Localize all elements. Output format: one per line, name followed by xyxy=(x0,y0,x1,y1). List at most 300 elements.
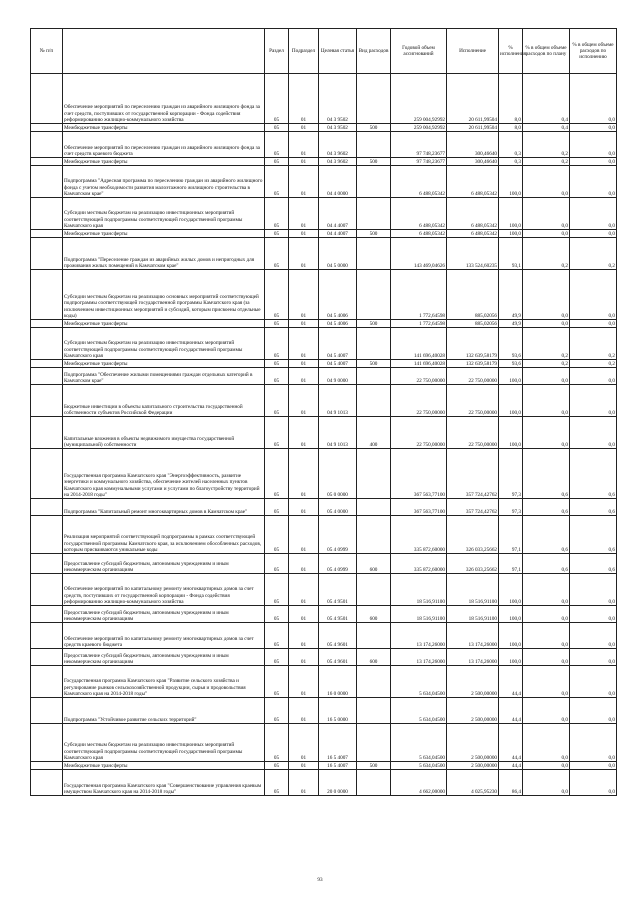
cell-number xyxy=(31,124,63,132)
cell-annual-volume: 367 563,77100 xyxy=(391,499,447,516)
cell-razdel: 05 xyxy=(265,158,289,166)
cell-execution: 300,46640 xyxy=(447,132,499,158)
header-expense-type: Вид расходов xyxy=(357,29,391,74)
cell-execution: 18 516,91100 xyxy=(447,606,499,623)
cell-execution-pct: 100,0 xyxy=(499,230,523,238)
cell-annual-volume: 6 488,05342 xyxy=(391,166,447,198)
cell-pct-plan: 0,0 xyxy=(523,698,570,724)
cell-execution-pct: 49,9 xyxy=(499,270,523,320)
cell-expense-type: 600 xyxy=(357,649,391,666)
cell-execution-pct: 100,0 xyxy=(499,198,523,230)
table-row xyxy=(31,74,617,124)
cell-podrazdel: 01 xyxy=(289,328,319,360)
cell-razdel: 05 xyxy=(265,132,289,158)
table-row xyxy=(31,449,617,499)
cell-pct-plan: 0,0 xyxy=(523,270,570,320)
cell-podrazdel: 01 xyxy=(289,230,319,238)
cell-expense-type xyxy=(357,574,391,606)
cell-pct-execution: 0,0 xyxy=(570,417,617,449)
cell-name: Межбюджетные трансферты xyxy=(63,320,265,328)
cell-razdel: 05 xyxy=(265,762,289,770)
table-row xyxy=(31,554,617,574)
cell-number xyxy=(31,238,63,270)
cell-pct-plan: 0,0 xyxy=(523,320,570,328)
cell-name: Государственная программа Камчатского края "Развитие сельского хозяйства и регулирование рынков сельскохозяйственной продукции, сырья и продовольствия Камчатского края на 2014-2018 годы" xyxy=(63,666,265,698)
cell-execution: 13 174,26000 xyxy=(447,623,499,649)
header-razdel: Раздел xyxy=(265,29,289,74)
cell-target-article: 16 0 0000 xyxy=(319,666,357,698)
cell-execution-pct: 100,0 xyxy=(499,166,523,198)
cell-pct-plan: 0,2 xyxy=(523,132,570,158)
cell-target-article: 16 5 4007 xyxy=(319,762,357,770)
cell-podrazdel: 01 xyxy=(289,449,319,499)
cell-podrazdel: 01 xyxy=(289,649,319,666)
cell-razdel: 05 xyxy=(265,368,289,385)
cell-podrazdel: 01 xyxy=(289,360,319,368)
cell-podrazdel: 01 xyxy=(289,385,319,417)
cell-expense-type xyxy=(357,385,391,417)
cell-number xyxy=(31,770,63,796)
cell-pct-plan: 0,2 xyxy=(523,360,570,368)
cell-expense-type: 500 xyxy=(357,124,391,132)
cell-number xyxy=(31,320,63,328)
cell-number xyxy=(31,132,63,158)
cell-annual-volume: 22 750,00000 xyxy=(391,385,447,417)
cell-podrazdel: 01 xyxy=(289,270,319,320)
cell-execution-pct: 100,0 xyxy=(499,385,523,417)
cell-execution: 326 033,25662 xyxy=(447,516,499,554)
cell-name: Межбюджетные трансферты xyxy=(63,762,265,770)
cell-target-article: 04 4 4007 xyxy=(319,198,357,230)
cell-execution-pct: 100,0 xyxy=(499,417,523,449)
cell-execution: 300,46640 xyxy=(447,158,499,166)
cell-execution: 2 500,00000 xyxy=(447,698,499,724)
cell-expense-type xyxy=(357,770,391,796)
cell-razdel: 05 xyxy=(265,198,289,230)
cell-number xyxy=(31,499,63,516)
cell-expense-type xyxy=(357,270,391,320)
cell-name: Бюджетные инвестиции в объекты капитального строительства государственной собственности субъектов Российской Федерации xyxy=(63,385,265,417)
cell-razdel: 05 xyxy=(265,230,289,238)
cell-podrazdel: 01 xyxy=(289,499,319,516)
cell-expense-type xyxy=(357,516,391,554)
cell-execution: 22 750,00000 xyxy=(447,417,499,449)
cell-execution-pct: 93,1 xyxy=(499,238,523,270)
cell-expense-type xyxy=(357,623,391,649)
cell-annual-volume: 367 563,77100 xyxy=(391,449,447,499)
cell-name: Государственная программа Камчатского края "Энергоэффективность, развитие энергетики и коммунального хозяйства, обеспечение жителей населенных пунктов Камчатского края коммунальными услугами и услугами по благоустройству территорий на 2014-2018 годы" xyxy=(63,449,265,499)
cell-expense-type xyxy=(357,724,391,762)
cell-razdel: 05 xyxy=(265,606,289,623)
cell-podrazdel: 01 xyxy=(289,74,319,124)
cell-execution-pct: 100,0 xyxy=(499,368,523,385)
cell-target-article: 16 5 0000 xyxy=(319,698,357,724)
cell-execution: 6 488,05342 xyxy=(447,230,499,238)
cell-razdel: 05 xyxy=(265,554,289,574)
cell-target-article: 05 4 9601 xyxy=(319,623,357,649)
cell-name: Предоставление субсидий бюджетным, автономным учреждениям и иным некоммерческим организациям xyxy=(63,554,265,574)
cell-razdel: 05 xyxy=(265,320,289,328)
table-row xyxy=(31,666,617,698)
cell-pct-execution: 0,0 xyxy=(570,158,617,166)
cell-annual-volume: 143 469,04626 xyxy=(391,238,447,270)
cell-name: Обеспечение мероприятий по капитальному ремонту многоквартирных домов за счет средств краевого бюджета xyxy=(63,623,265,649)
cell-razdel: 05 xyxy=(265,270,289,320)
cell-pct-execution: 0,0 xyxy=(570,198,617,230)
cell-number xyxy=(31,166,63,198)
table-row xyxy=(31,499,617,516)
cell-pct-plan: 0,0 xyxy=(523,198,570,230)
cell-pct-execution: 0,6 xyxy=(570,449,617,499)
cell-pct-execution: 0,0 xyxy=(570,124,617,132)
cell-pct-plan: 0,2 xyxy=(523,158,570,166)
cell-razdel: 05 xyxy=(265,385,289,417)
cell-number xyxy=(31,328,63,360)
cell-pct-execution: 0,0 xyxy=(570,762,617,770)
cell-target-article: 05 4 0999 xyxy=(319,516,357,554)
cell-name: Подпрограмма "Устойчивое развитие сельских территорий" xyxy=(63,698,265,724)
cell-number xyxy=(31,649,63,666)
cell-annual-volume: 97 748,23677 xyxy=(391,132,447,158)
cell-name: Предоставление субсидий бюджетным, автономным учреждениям и иным некоммерческим организациям xyxy=(63,649,265,666)
cell-number xyxy=(31,623,63,649)
cell-annual-volume: 22 750,00000 xyxy=(391,417,447,449)
cell-podrazdel: 01 xyxy=(289,238,319,270)
table-row xyxy=(31,368,617,385)
cell-execution-pct: 100,0 xyxy=(499,623,523,649)
cell-execution-pct: 97,3 xyxy=(499,449,523,499)
cell-razdel: 05 xyxy=(265,623,289,649)
cell-razdel: 05 xyxy=(265,724,289,762)
cell-number xyxy=(31,385,63,417)
cell-execution: 133 524,60235 xyxy=(447,238,499,270)
cell-podrazdel: 01 xyxy=(289,724,319,762)
table-row xyxy=(31,770,617,796)
cell-execution-pct: 100,0 xyxy=(499,649,523,666)
cell-number xyxy=(31,762,63,770)
cell-execution-pct: 44,4 xyxy=(499,724,523,762)
cell-number xyxy=(31,516,63,554)
cell-pct-execution: 0,0 xyxy=(570,230,617,238)
cell-name: Реализация мероприятий соответствующей подпрограммы в рамках соответствующей государственной программы Камчатского края, за исключением обособленных расходов, которым присваиваются уникальные коды xyxy=(63,516,265,554)
cell-execution: 13 174,26000 xyxy=(447,649,499,666)
cell-podrazdel: 01 xyxy=(289,124,319,132)
cell-podrazdel: 01 xyxy=(289,198,319,230)
cell-number xyxy=(31,368,63,385)
cell-pct-plan: 0,4 xyxy=(523,74,570,124)
cell-annual-volume: 259 004,92992 xyxy=(391,74,447,124)
cell-target-article: 04 9 1013 xyxy=(319,417,357,449)
cell-execution-pct: 100,0 xyxy=(499,574,523,606)
header-execution: Исполнение xyxy=(447,29,499,74)
cell-pct-plan: 0,0 xyxy=(523,230,570,238)
cell-number xyxy=(31,230,63,238)
cell-execution-pct: 100,0 xyxy=(499,606,523,623)
cell-pct-plan: 0,6 xyxy=(523,516,570,554)
cell-pct-execution: 0,0 xyxy=(570,574,617,606)
cell-execution: 20 611,99504 xyxy=(447,74,499,124)
cell-pct-execution: 0,0 xyxy=(570,698,617,724)
table-row xyxy=(31,649,617,666)
cell-pct-plan: 0,0 xyxy=(523,606,570,623)
cell-execution: 357 724,42762 xyxy=(447,449,499,499)
cell-number xyxy=(31,666,63,698)
cell-target-article: 05 0 0000 xyxy=(319,449,357,499)
table-row xyxy=(31,574,617,606)
header-podrazdel: Подраздел xyxy=(289,29,319,74)
cell-annual-volume: 13 174,26000 xyxy=(391,649,447,666)
cell-pct-execution: 0,0 xyxy=(570,649,617,666)
cell-expense-type xyxy=(357,368,391,385)
cell-annual-volume: 1 772,64598 xyxy=(391,270,447,320)
cell-name: Обеспечение мероприятий по капитальному ремонту многоквартирных домов за счет средств, поступивших от государственной корпорации - Фонда содействия реформированию жилищно-коммунального хозяйства xyxy=(63,574,265,606)
cell-name: Подпрограмма "Обеспечение жилыми помещениями граждан отдельных категорий в Камчатском крае" xyxy=(63,368,265,385)
cell-pct-plan: 0,0 xyxy=(523,574,570,606)
cell-name: Субсидии местным бюджетам на реализацию инвестиционных мероприятий соответствующей подпрограммы соответствующей государственной программы Камчатского края xyxy=(63,198,265,230)
cell-pct-plan: 0,6 xyxy=(523,499,570,516)
cell-target-article: 04 5 4007 xyxy=(319,328,357,360)
cell-pct-execution: 0,2 xyxy=(570,328,617,360)
cell-pct-plan: 0,4 xyxy=(523,124,570,132)
cell-execution: 132 639,58179 xyxy=(447,360,499,368)
cell-annual-volume: 5 634,04500 xyxy=(391,724,447,762)
cell-pct-plan: 0,0 xyxy=(523,166,570,198)
cell-name: Подпрограмма "Переселение граждан из аварийных жилых домов и непригодных для проживания жилых помещений в Камчатском крае" xyxy=(63,238,265,270)
cell-pct-execution: 0,0 xyxy=(570,385,617,417)
cell-podrazdel: 01 xyxy=(289,320,319,328)
cell-annual-volume: 141 696,40028 xyxy=(391,360,447,368)
cell-name: Субсидии местным бюджетам на реализацию инвестиционных мероприятий соответствующей подпрограммы соответствующей государственной программы Камчатского края xyxy=(63,724,265,762)
cell-expense-type xyxy=(357,198,391,230)
cell-number xyxy=(31,606,63,623)
table-header-row xyxy=(31,29,617,74)
cell-execution-pct: 86,4 xyxy=(499,770,523,796)
cell-pct-plan: 0,2 xyxy=(523,328,570,360)
cell-razdel: 05 xyxy=(265,499,289,516)
cell-execution-pct: 44,4 xyxy=(499,762,523,770)
cell-execution: 6 488,05342 xyxy=(447,166,499,198)
cell-number xyxy=(31,74,63,124)
cell-razdel: 05 xyxy=(265,649,289,666)
cell-razdel: 05 xyxy=(265,360,289,368)
cell-podrazdel: 01 xyxy=(289,554,319,574)
cell-execution-pct: 97,3 xyxy=(499,499,523,516)
cell-pct-plan: 0,6 xyxy=(523,554,570,574)
cell-pct-execution: 0,0 xyxy=(570,320,617,328)
table-row xyxy=(31,385,617,417)
table-row xyxy=(31,198,617,230)
cell-pct-execution: 0,2 xyxy=(570,360,617,368)
cell-execution-pct: 8,0 xyxy=(499,124,523,132)
cell-annual-volume: 1 772,64598 xyxy=(391,320,447,328)
cell-execution-pct: 44,4 xyxy=(499,666,523,698)
cell-name: Обеспечение мероприятий по переселению граждан из аварийного жилищного фонда за счет средств, поступивших от государственной корпорации - Фонда содействия реформированию жилищно-коммунального хозяйства xyxy=(63,74,265,124)
cell-expense-type xyxy=(357,698,391,724)
cell-execution: 357 724,42762 xyxy=(447,499,499,516)
table-row xyxy=(31,623,617,649)
cell-name: Государственная программа Камчатского края "Совершенствование управления краевым имуществом Камчатского края на 2014-2018 годы" xyxy=(63,770,265,796)
cell-podrazdel: 01 xyxy=(289,132,319,158)
cell-target-article: 04 5 4007 xyxy=(319,360,357,368)
cell-execution: 22 750,00000 xyxy=(447,368,499,385)
cell-razdel: 05 xyxy=(265,328,289,360)
cell-annual-volume: 22 750,00000 xyxy=(391,368,447,385)
cell-expense-type xyxy=(357,74,391,124)
cell-name: Межбюджетные трансферты xyxy=(63,360,265,368)
cell-annual-volume: 141 696,40028 xyxy=(391,328,447,360)
cell-name: Капитальные вложения в объекты недвижимого имущества государственной (муниципальной) собственности xyxy=(63,417,265,449)
cell-annual-volume: 6 488,05342 xyxy=(391,198,447,230)
cell-pct-execution: 0,0 xyxy=(570,666,617,698)
cell-annual-volume: 4 662,00000 xyxy=(391,770,447,796)
cell-pct-execution: 0,0 xyxy=(570,623,617,649)
cell-execution-pct: 97,1 xyxy=(499,554,523,574)
cell-number xyxy=(31,158,63,166)
table-row xyxy=(31,698,617,724)
cell-execution: 885,02056 xyxy=(447,270,499,320)
table-row xyxy=(31,124,617,132)
cell-expense-type xyxy=(357,666,391,698)
cell-annual-volume: 335 872,60000 xyxy=(391,516,447,554)
cell-pct-plan: 0,6 xyxy=(523,449,570,499)
cell-target-article: 04 3 9602 xyxy=(319,132,357,158)
cell-pct-plan: 0,0 xyxy=(523,724,570,762)
cell-pct-execution: 0,0 xyxy=(570,166,617,198)
cell-expense-type: 500 xyxy=(357,230,391,238)
cell-podrazdel: 01 xyxy=(289,368,319,385)
cell-pct-execution: 0,0 xyxy=(570,270,617,320)
cell-annual-volume: 5 634,04500 xyxy=(391,762,447,770)
table-body xyxy=(31,74,617,796)
header-annual-volume: Годовой объем ассигнований xyxy=(391,29,447,74)
budget-execution-table xyxy=(30,28,617,796)
cell-annual-volume: 97 748,23677 xyxy=(391,158,447,166)
cell-razdel: 05 xyxy=(265,574,289,606)
cell-expense-type xyxy=(357,499,391,516)
cell-name: Межбюджетные трансферты xyxy=(63,124,265,132)
table-row xyxy=(31,132,617,158)
cell-number xyxy=(31,417,63,449)
cell-target-article: 04 3 9502 xyxy=(319,74,357,124)
cell-execution-pct: 97,1 xyxy=(499,516,523,554)
cell-target-article: 20 0 0000 xyxy=(319,770,357,796)
cell-pct-execution: 0,0 xyxy=(570,74,617,124)
cell-pct-plan: 0,0 xyxy=(523,666,570,698)
cell-target-article: 05 4 9501 xyxy=(319,574,357,606)
cell-podrazdel: 01 xyxy=(289,606,319,623)
cell-pct-execution: 0,0 xyxy=(570,132,617,158)
cell-execution: 2 500,00000 xyxy=(447,762,499,770)
cell-annual-volume: 335 872,60000 xyxy=(391,554,447,574)
cell-razdel: 05 xyxy=(265,417,289,449)
cell-target-article: 04 4 0000 xyxy=(319,166,357,198)
page-number: 93 xyxy=(317,877,323,883)
cell-number xyxy=(31,724,63,762)
cell-number xyxy=(31,198,63,230)
cell-expense-type xyxy=(357,449,391,499)
cell-target-article: 16 5 4007 xyxy=(319,724,357,762)
header-pct-plan: % в общем объеме расходов по плану xyxy=(523,29,570,74)
cell-annual-volume: 18 516,91100 xyxy=(391,606,447,623)
cell-execution: 6 488,05342 xyxy=(447,198,499,230)
cell-podrazdel: 01 xyxy=(289,574,319,606)
cell-target-article: 04 3 9502 xyxy=(319,124,357,132)
table-row xyxy=(31,328,617,360)
cell-expense-type xyxy=(357,166,391,198)
cell-podrazdel: 01 xyxy=(289,762,319,770)
cell-podrazdel: 01 xyxy=(289,516,319,554)
cell-execution: 2 500,00000 xyxy=(447,724,499,762)
cell-execution-pct: 0,3 xyxy=(499,132,523,158)
cell-name: Подпрограмма "Капитальный ремонт многоквартирных домов в Камчатском крае" xyxy=(63,499,265,516)
cell-expense-type: 600 xyxy=(357,606,391,623)
table-row xyxy=(31,270,617,320)
cell-number xyxy=(31,449,63,499)
cell-execution: 18 516,91100 xyxy=(447,574,499,606)
cell-razdel: 05 xyxy=(265,124,289,132)
cell-annual-volume: 13 174,26000 xyxy=(391,623,447,649)
cell-number xyxy=(31,554,63,574)
table-row xyxy=(31,724,617,762)
cell-annual-volume: 259 004,92992 xyxy=(391,124,447,132)
table-row xyxy=(31,158,617,166)
cell-execution-pct: 8,0 xyxy=(499,74,523,124)
table-row xyxy=(31,360,617,368)
cell-podrazdel: 01 xyxy=(289,623,319,649)
cell-expense-type xyxy=(357,132,391,158)
cell-pct-plan: 0,0 xyxy=(523,770,570,796)
cell-target-article: 05 4 9601 xyxy=(319,649,357,666)
cell-razdel: 05 xyxy=(265,770,289,796)
cell-execution-pct: 93,6 xyxy=(499,360,523,368)
table-row xyxy=(31,516,617,554)
cell-execution: 885,02056 xyxy=(447,320,499,328)
cell-pct-plan: 0,0 xyxy=(523,368,570,385)
cell-pct-execution: 0,6 xyxy=(570,499,617,516)
cell-pct-plan: 0,0 xyxy=(523,417,570,449)
cell-target-article: 05 4 0000 xyxy=(319,499,357,516)
header-name xyxy=(63,29,265,74)
cell-expense-type xyxy=(357,328,391,360)
cell-annual-volume: 5 634,04500 xyxy=(391,666,447,698)
cell-podrazdel: 01 xyxy=(289,698,319,724)
budget-table-sheet xyxy=(30,28,616,796)
cell-expense-type: 400 xyxy=(357,417,391,449)
cell-podrazdel: 01 xyxy=(289,666,319,698)
table-row xyxy=(31,606,617,623)
cell-name: Субсидии местным бюджетам на реализацию основных мероприятий соответствующей подпрограммы соответствующей государственной программы Камчатского края (за исключением инвестиционных мероприятий и субсидий, которым присвоены отдельные коды) xyxy=(63,270,265,320)
cell-podrazdel: 01 xyxy=(289,166,319,198)
cell-execution-pct: 93,6 xyxy=(499,328,523,360)
cell-number xyxy=(31,270,63,320)
cell-pct-execution: 0,2 xyxy=(570,238,617,270)
cell-execution: 132 639,58179 xyxy=(447,328,499,360)
cell-target-article: 05 4 0999 xyxy=(319,554,357,574)
table-row xyxy=(31,762,617,770)
cell-pct-plan: 0,0 xyxy=(523,385,570,417)
cell-pct-execution: 0,0 xyxy=(570,368,617,385)
cell-pct-plan: 0,2 xyxy=(523,238,570,270)
cell-execution-pct: 0,3 xyxy=(499,158,523,166)
header-pct-execution: % в общем объеме расходов по исполнению xyxy=(570,29,617,74)
header-target-article: Целевая статья xyxy=(319,29,357,74)
table-row xyxy=(31,166,617,198)
cell-name: Межбюджетные трансферты xyxy=(63,158,265,166)
cell-pct-plan: 0,0 xyxy=(523,623,570,649)
cell-pct-execution: 0,0 xyxy=(570,724,617,762)
cell-name: Предоставление субсидий бюджетным, автономным учреждениям и иным некоммерческим организациям xyxy=(63,606,265,623)
cell-target-article: 04 5 4006 xyxy=(319,320,357,328)
